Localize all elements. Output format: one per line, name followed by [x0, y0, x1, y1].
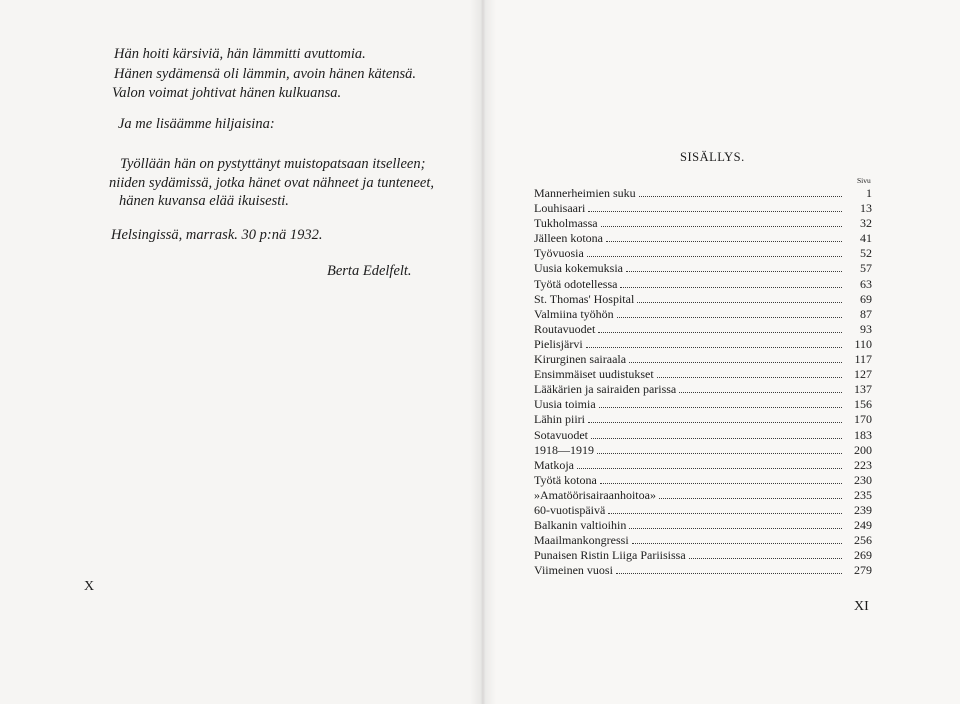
toc-entry-title: 60-vuotispäivä [534, 502, 606, 517]
toc-entry-title: Maailmankongressi [534, 533, 629, 548]
toc-entry-title: Louhisaari [534, 201, 586, 216]
dot-leader [632, 543, 842, 544]
toc-entry-title: St. Thomas' Hospital [534, 291, 635, 306]
dot-leader [617, 317, 842, 318]
table-of-contents [534, 186, 872, 578]
toc-entry [534, 503, 872, 518]
toc-entry-title: Sotavuodet [534, 427, 588, 442]
toc-entry-title: Pielisjärvi [534, 336, 583, 351]
dot-leader [591, 438, 842, 439]
toc-entry [534, 277, 872, 292]
toc-entry-title: Punaisen Ristin Liiga Pariisissa [534, 548, 686, 563]
toc-entry-title: Tukholmassa [534, 216, 598, 231]
toc-entry-title: Lähin piiri [534, 412, 585, 427]
dot-leader [657, 377, 842, 378]
dot-leader [606, 241, 842, 242]
dot-leader [598, 332, 842, 333]
toc-entry-page: 110 [854, 336, 872, 351]
poem-line: hänen kuvansa elää ikuisesti. [119, 193, 289, 209]
toc-entry-page: 183 [854, 427, 872, 442]
toc-entry-page: 239 [854, 502, 872, 517]
dot-leader [689, 558, 842, 559]
toc-entry-title: Matkoja [534, 457, 574, 472]
toc-entry-page: 249 [854, 518, 872, 533]
dot-leader [597, 453, 842, 454]
dot-leader [588, 211, 842, 212]
toc-title: SISÄLLYS. [680, 150, 745, 164]
toc-entry [534, 412, 872, 427]
toc-entry-title: Lääkärien ja sairaiden parissa [534, 382, 677, 397]
toc-entry [534, 473, 872, 488]
toc-entry-title: Uusia kokemuksia [534, 261, 623, 276]
poem-line: Työllään hän on pystyttänyt muistopatsaan itselleen; [120, 156, 426, 172]
toc-entry-page: 1 [866, 186, 872, 200]
toc-entry [534, 533, 872, 548]
toc-entry-title: Ensimmäiset uudistukset [534, 367, 654, 382]
toc-entry [534, 292, 872, 307]
toc-entry [534, 382, 872, 397]
toc-entry-page: 156 [854, 397, 872, 412]
poem-line: niiden sydämissä, jotka hänet ovat nähneet ja tunteneet, [109, 175, 434, 191]
toc-entry-title: Työtä odotellessa [534, 276, 618, 291]
toc-entry [534, 367, 872, 382]
toc-entry [534, 186, 872, 201]
page-number-left: X [84, 579, 95, 594]
toc-entry-title: Balkanin valtioihin [534, 518, 627, 533]
toc-entry [534, 216, 872, 231]
dot-leader [639, 196, 842, 197]
toc-entry-page: 57 [860, 261, 872, 276]
toc-entry-page: 200 [854, 442, 872, 457]
toc-entry [534, 201, 872, 216]
dot-leader [608, 513, 842, 514]
toc-entry [534, 337, 872, 352]
toc-entry [534, 443, 872, 458]
book-gutter [470, 0, 496, 704]
signature: Berta Edelfelt. [327, 263, 412, 279]
toc-entry-title: 1918—1919 [534, 442, 594, 457]
toc-entry-page: 63 [860, 276, 872, 291]
toc-entry-page: 256 [854, 533, 872, 548]
toc-entry-title: Kirurginen sairaala [534, 352, 627, 367]
toc-entry [534, 428, 872, 443]
toc-entry [534, 352, 872, 367]
toc-entry [534, 458, 872, 473]
toc-entry-page: 13 [860, 201, 872, 216]
toc-entry-title: Työvuosia [534, 246, 584, 261]
dot-leader [659, 498, 842, 499]
poem-line: Hän hoiti kärsiviä, hän lämmitti avuttomia. [114, 46, 366, 62]
dot-leader [629, 528, 842, 529]
toc-entry-page: 52 [860, 246, 872, 261]
dot-leader [599, 407, 842, 408]
toc-entry [534, 322, 872, 337]
toc-entry [534, 261, 872, 276]
dot-leader [626, 271, 842, 272]
toc-entry-page: 93 [860, 321, 872, 336]
toc-entry-page: 69 [860, 291, 872, 306]
toc-entry [534, 518, 872, 533]
page-number-right: XI [854, 599, 869, 614]
toc-entry-page: 127 [854, 367, 872, 382]
toc-entry-page: 32 [860, 216, 872, 231]
dot-leader [601, 226, 842, 227]
toc-entry [534, 548, 872, 563]
dot-leader [577, 468, 842, 469]
toc-entry [534, 246, 872, 261]
toc-entry-title: Jälleen kotona [534, 231, 603, 246]
toc-entry-title: »Amatöörisairaanhoitoa» [534, 487, 656, 502]
dot-leader [586, 347, 842, 348]
poem-line: Valon voimat johtivat hänen kulkuansa. [112, 85, 342, 101]
dot-leader [637, 302, 842, 303]
toc-entry-page: 230 [854, 472, 872, 487]
toc-entry [534, 488, 872, 503]
toc-entry-title: Mannerheimien suku [534, 186, 636, 200]
dateline: Helsingissä, marrask. 30 p:nä 1932. [111, 227, 323, 243]
toc-entry [534, 307, 872, 322]
toc-entry-title: Viimeinen vuosi [534, 563, 613, 578]
toc-entry-page: 41 [860, 231, 872, 246]
toc-entry-page: 137 [854, 382, 872, 397]
toc-entry-title: Routavuodet [534, 321, 596, 336]
toc-entry [534, 563, 872, 578]
toc-entry-page: 279 [854, 563, 872, 578]
toc-entry-title: Valmiina työhön [534, 306, 614, 321]
dot-leader [600, 483, 842, 484]
dot-leader [587, 256, 842, 257]
toc-entry-page: 223 [854, 457, 872, 472]
poem-line: Ja me lisäämme hiljaisina: [118, 116, 275, 132]
toc-entry-title: Työtä kotona [534, 472, 597, 487]
toc-entry-page: 170 [854, 412, 872, 427]
dot-leader [616, 573, 842, 574]
page-column-header: Sivu [857, 176, 871, 185]
toc-entry [534, 397, 872, 412]
dot-leader [620, 287, 842, 288]
poem-line: Hänen sydämensä oli lämmin, avoin hänen kätensä. [114, 66, 417, 82]
toc-entry-page: 235 [854, 487, 872, 502]
toc-entry-page: 117 [854, 352, 872, 367]
dot-leader [588, 422, 842, 423]
dot-leader [679, 392, 842, 393]
dot-leader [629, 362, 842, 363]
toc-entry [534, 231, 872, 246]
toc-entry-title: Uusia toimia [534, 397, 596, 412]
toc-entry-page: 269 [854, 548, 872, 563]
toc-entry-page: 87 [860, 306, 872, 321]
